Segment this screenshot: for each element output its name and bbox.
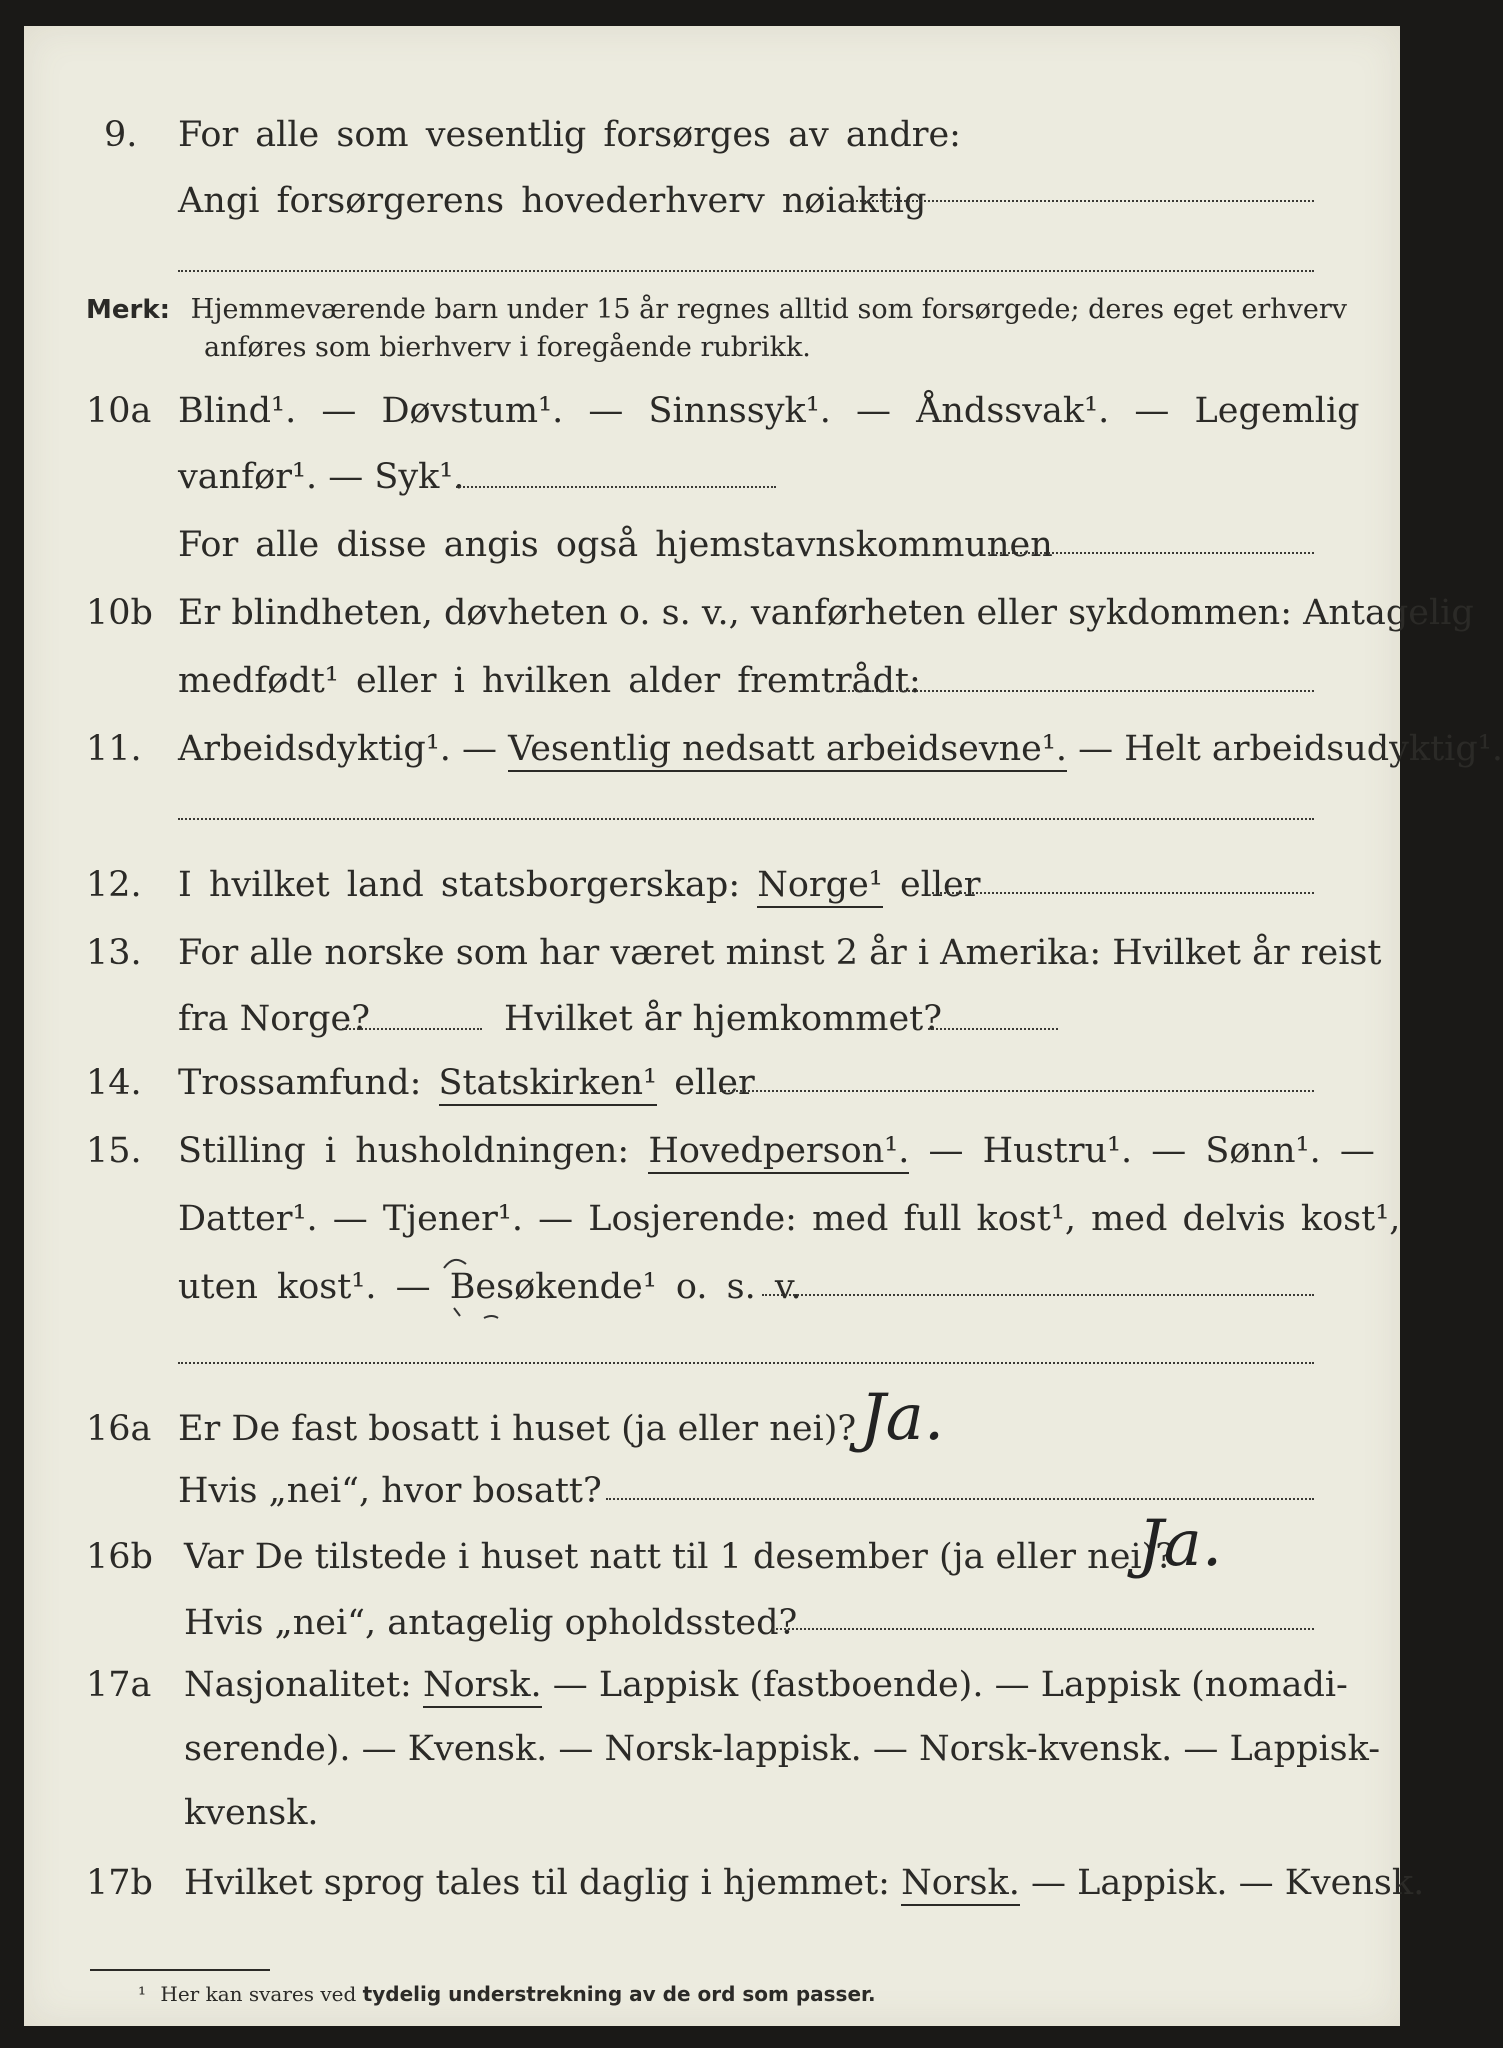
q10a-municipality-field bbox=[988, 552, 1314, 554]
q14-line bbox=[178, 1063, 755, 1103]
q11-extra-field bbox=[178, 818, 1314, 820]
q10a-number: 10a bbox=[86, 391, 152, 431]
q15-line1 bbox=[178, 1131, 1375, 1171]
q17a-underlined-answer: Norsk. bbox=[423, 1665, 542, 1708]
q16b-handwritten-answer: Ja. bbox=[1138, 1507, 1223, 1581]
q15-line3: uten kost¹. — Besøkende¹ o. s. v. bbox=[178, 1267, 802, 1307]
q16a-handwritten-answer: Ja. bbox=[860, 1381, 945, 1455]
q9-answer-field bbox=[852, 200, 1314, 202]
footnote-text: Her kan svares ved bbox=[160, 1982, 363, 2006]
q14-part1: Trossamfund: bbox=[178, 1063, 439, 1103]
q12-other-field bbox=[932, 892, 1314, 894]
q12-underlined-answer: Norge¹ bbox=[757, 865, 883, 908]
q9-second-line-field bbox=[178, 270, 1314, 272]
q17a-label: Nasjonalitet: bbox=[184, 1665, 423, 1705]
q16a-line2: Hvis „nei“, hvor bosatt? bbox=[178, 1471, 602, 1511]
q14-other-field bbox=[720, 1090, 1314, 1092]
q13-number: 13. bbox=[86, 933, 142, 973]
merk-line2: anføres som bierhverv i foregående rubrikk. bbox=[204, 332, 811, 363]
q17b-underlined-answer: Norsk. bbox=[901, 1863, 1020, 1906]
q16a-residence-field bbox=[606, 1498, 1314, 1500]
q11-part2: — Helt arbeidsudyktig¹. bbox=[1067, 729, 1503, 769]
q10a-sick-field bbox=[456, 486, 776, 488]
q14-number: 14. bbox=[86, 1063, 142, 1103]
q17b-part2: — Lappisk. — Kvensk. bbox=[1019, 1863, 1425, 1903]
q16a-line1: Er De fast bosatt i huset (ja eller nei)? bbox=[178, 1409, 857, 1449]
q16b-whereabouts-field bbox=[772, 1628, 1314, 1630]
q9-line1: For alle som vesentlig forsørges av andre: bbox=[178, 115, 961, 155]
q13-return-year-field bbox=[928, 1028, 1058, 1030]
q9-line2: Angi forsørgerens hovederhverv nøiaktig bbox=[178, 181, 927, 221]
q12-line bbox=[178, 865, 981, 905]
q16a-number: 16a bbox=[86, 1409, 152, 1449]
merk-label: Merk: bbox=[86, 295, 171, 325]
q15-number: 15. bbox=[86, 1131, 142, 1171]
q16b-number: 16b bbox=[86, 1537, 153, 1577]
q12-part2: eller bbox=[882, 865, 981, 905]
q10b-line2: medfødt¹ eller i hvilken alder fremtrådt: bbox=[178, 661, 921, 701]
q14-part2: eller bbox=[657, 1063, 755, 1103]
census-form-page bbox=[24, 26, 1503, 2026]
q15-extra-field bbox=[178, 1362, 1314, 1364]
q17b-line bbox=[184, 1863, 1425, 1903]
footnote-mark: ¹ bbox=[138, 1982, 147, 2006]
q17a-line3: kvensk. bbox=[184, 1793, 319, 1833]
q13-departure-year-field bbox=[342, 1028, 482, 1030]
q11-number: 11. bbox=[86, 729, 142, 769]
q15-part1: Stilling i husholdningen: bbox=[178, 1131, 649, 1171]
footnote-bold-text: tydelig understrekning av de ord som passer. bbox=[362, 1982, 876, 2006]
q17a-number: 17a bbox=[86, 1665, 152, 1705]
q17b-part1: Hvilket sprog tales til daglig i hjemmet: bbox=[184, 1863, 902, 1903]
q13-line2b: Hvilket år hjemkommet? bbox=[504, 999, 943, 1039]
q16b-line2: Hvis „nei“, antagelig opholdssted? bbox=[184, 1603, 798, 1643]
merk-note bbox=[86, 292, 1347, 328]
q10b-line1: Er blindheten, døvheten o. s. v., vanførheten eller sykdommen: Antagelig bbox=[178, 593, 1474, 633]
q10a-line3: For alle disse angis også hjemstavnskommunen bbox=[178, 525, 1053, 565]
q10b-number: 10b bbox=[86, 593, 153, 633]
stray-pen-mark bbox=[424, 1238, 524, 1328]
q11-part1: Arbeidsdyktig¹. — bbox=[178, 729, 509, 769]
q17b-number: 17b bbox=[86, 1863, 153, 1903]
q10a-line1: Blind¹. — Døvstum¹. — Sinnssyk¹. — Åndssvak¹. — Legemlig bbox=[178, 391, 1360, 431]
q15-other-field bbox=[762, 1294, 1314, 1296]
merk-line1: Hjemmeværende barn under 15 år regnes alltid som forsørgede; deres eget erhverv bbox=[190, 294, 1348, 325]
q13-line1: For alle norske som har været minst 2 år i Amerika: Hvilket år reist bbox=[178, 933, 1382, 973]
q12-part1: I hvilket land statsborgerskap: bbox=[178, 865, 758, 905]
q9-number: 9. bbox=[104, 115, 138, 155]
q17a-line2: serende). — Kvensk. — Norsk-lappisk. — Norsk-kvensk. — Lappisk- bbox=[184, 1729, 1381, 1769]
q10a-line2: vanfør¹. — Syk¹. bbox=[178, 457, 465, 497]
q15-line2: Datter¹. — Tjener¹. — Losjerende: med full kost¹, med delvis kost¹, bbox=[178, 1199, 1401, 1239]
q13-line2a: fra Norge? bbox=[178, 999, 370, 1039]
q16b-line1: Var De tilstede i huset natt til 1 desember (ja eller nei)? bbox=[184, 1537, 1175, 1577]
q11-line bbox=[178, 729, 1503, 769]
q15-underlined-answer: Hovedperson¹. bbox=[648, 1131, 909, 1174]
q17a-line1 bbox=[184, 1665, 1348, 1705]
q14-underlined-answer: Statskirken¹ bbox=[439, 1063, 658, 1106]
q12-number: 12. bbox=[86, 865, 142, 905]
q11-underlined-answer: Vesentlig nedsatt arbeidsevne¹. bbox=[508, 729, 1067, 772]
footnote bbox=[138, 1982, 876, 2006]
q10b-age-field bbox=[844, 690, 1314, 692]
q17a-line1-rest: — Lappisk (fastboende). — Lappisk (nomadi- bbox=[541, 1665, 1348, 1705]
footnote-rule bbox=[90, 1969, 270, 1971]
q15-part2: — Hustru¹. — Sønn¹. — bbox=[909, 1131, 1375, 1171]
